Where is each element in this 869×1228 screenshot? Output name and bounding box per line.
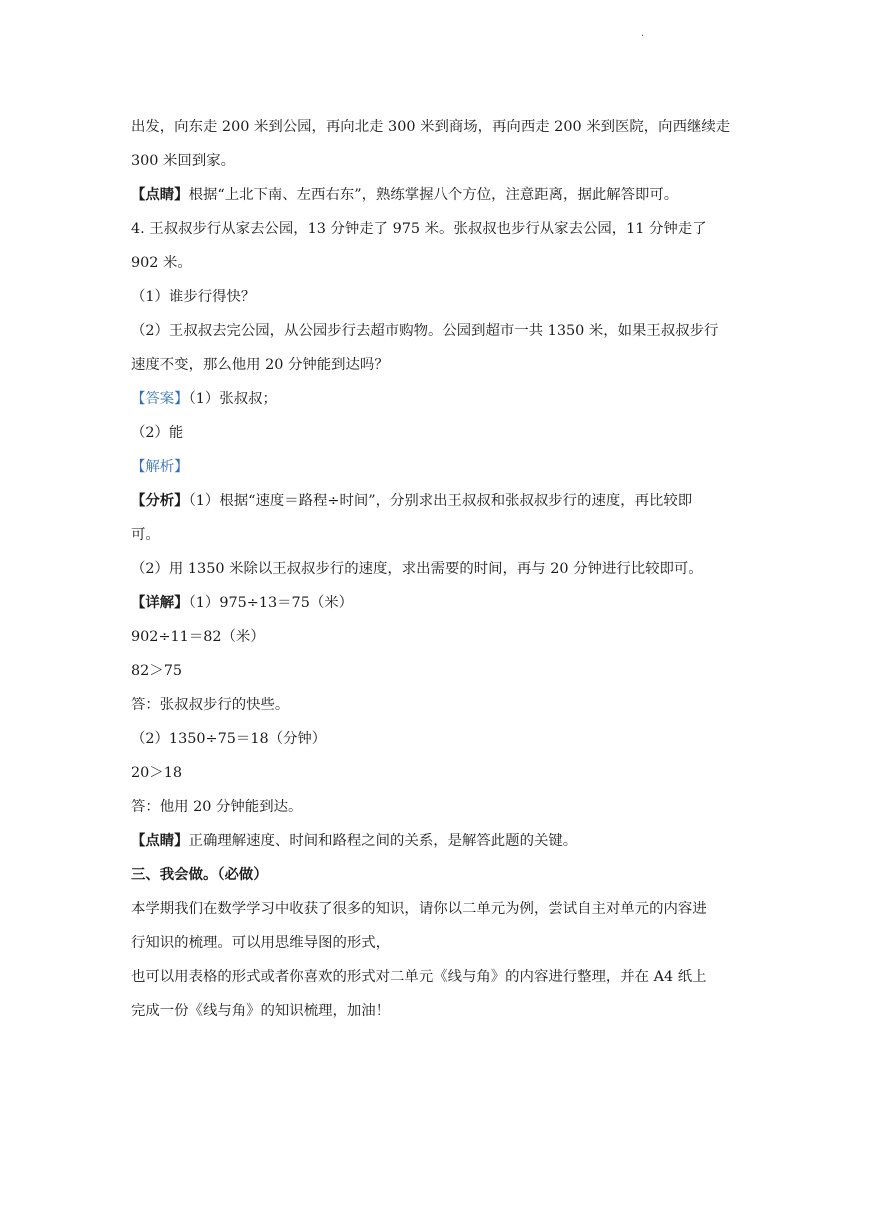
label-tag: 【分析】	[131, 492, 189, 509]
line-text: （1）根据“速度＝路程÷时间”，分别求出王叔叔和张叔叔步行的速度，再比较即	[188, 493, 693, 509]
text-line: 也可以用表格的形式或者你喜欢的形式对二单元《线与角》的内容进行整理，并在 A4 纸上	[131, 969, 707, 985]
text-line	[131, 450, 743, 484]
text-line: 4. 王叔叔步行从家去公园，13 分钟走了 975 米。张叔叔也步行从家去公园，11 分钟走了	[131, 221, 707, 237]
line-text: 正确理解速度、时间和路程之间的关系，是解答此题的关键。	[188, 833, 578, 849]
text-line: （2）用 1350 米除以王叔叔步行的速度，求出需要的时间，再与 20 分钟进行比较即可。	[131, 561, 703, 577]
text-line: 本学期我们在数学学习中收获了很多的知识，请你以二单元为例，尝试自主对单元的内容进	[131, 901, 707, 917]
text-line	[131, 586, 743, 620]
text-line	[131, 382, 743, 416]
text-line: 可。	[131, 527, 160, 543]
text-line: （1）谁步行得快？	[131, 289, 256, 305]
text-line: （2）王叔叔去完公园，从公园步行去超市购物。公园到超市一共 1350 米，如果王叔叔步行	[131, 323, 719, 339]
answer-tag: 【解析】	[131, 459, 189, 475]
line-text: （1）张叔叔；	[188, 391, 277, 407]
text-line: 300 米回到家。	[131, 153, 235, 169]
text-line: 完成一份《线与角》的知识梳理，加油！	[131, 1003, 391, 1019]
text-line: 答：他用 20 分钟能到达。	[131, 799, 303, 815]
text-line	[131, 824, 743, 858]
text-line: （2）1350÷75＝18（分钟）	[131, 731, 327, 747]
label-tag: 【点睛】	[131, 186, 189, 203]
text-line: 出发，向东走 200 米到公园，再向北走 300 米到商场，再向西走 200 米到医院，向西继续走	[131, 119, 731, 135]
text-line: 82＞75	[131, 663, 183, 679]
line-text: 根据“上北下南、左西右东”，熟练掌握八个方位，注意距离，据此解答即可。	[188, 187, 679, 203]
label-tag: 【详解】	[131, 594, 189, 611]
text-line: 20＞18	[131, 765, 183, 781]
text-line	[131, 178, 743, 212]
text-line: （2）能	[131, 425, 184, 441]
text-line: 答：张叔叔步行的快些。	[131, 697, 290, 713]
text-line: 行知识的梳理。可以用思维导图的形式，	[131, 935, 391, 951]
answer-tag: 【答案】	[131, 391, 189, 407]
text-line: 902÷11＝82（米）	[131, 629, 265, 645]
document-body	[131, 110, 743, 1028]
label-tag: 【点睛】	[131, 832, 189, 849]
section-heading: 三、我会做。（必做）	[131, 866, 268, 883]
text-line	[131, 484, 743, 518]
text-line: 速度不变，那么他用 20 分钟能到达吗？	[131, 357, 389, 373]
line-text: （1）975÷13＝75（米）	[188, 595, 354, 611]
text-line: 902 米。	[131, 255, 192, 271]
header-mark: .	[641, 28, 645, 39]
